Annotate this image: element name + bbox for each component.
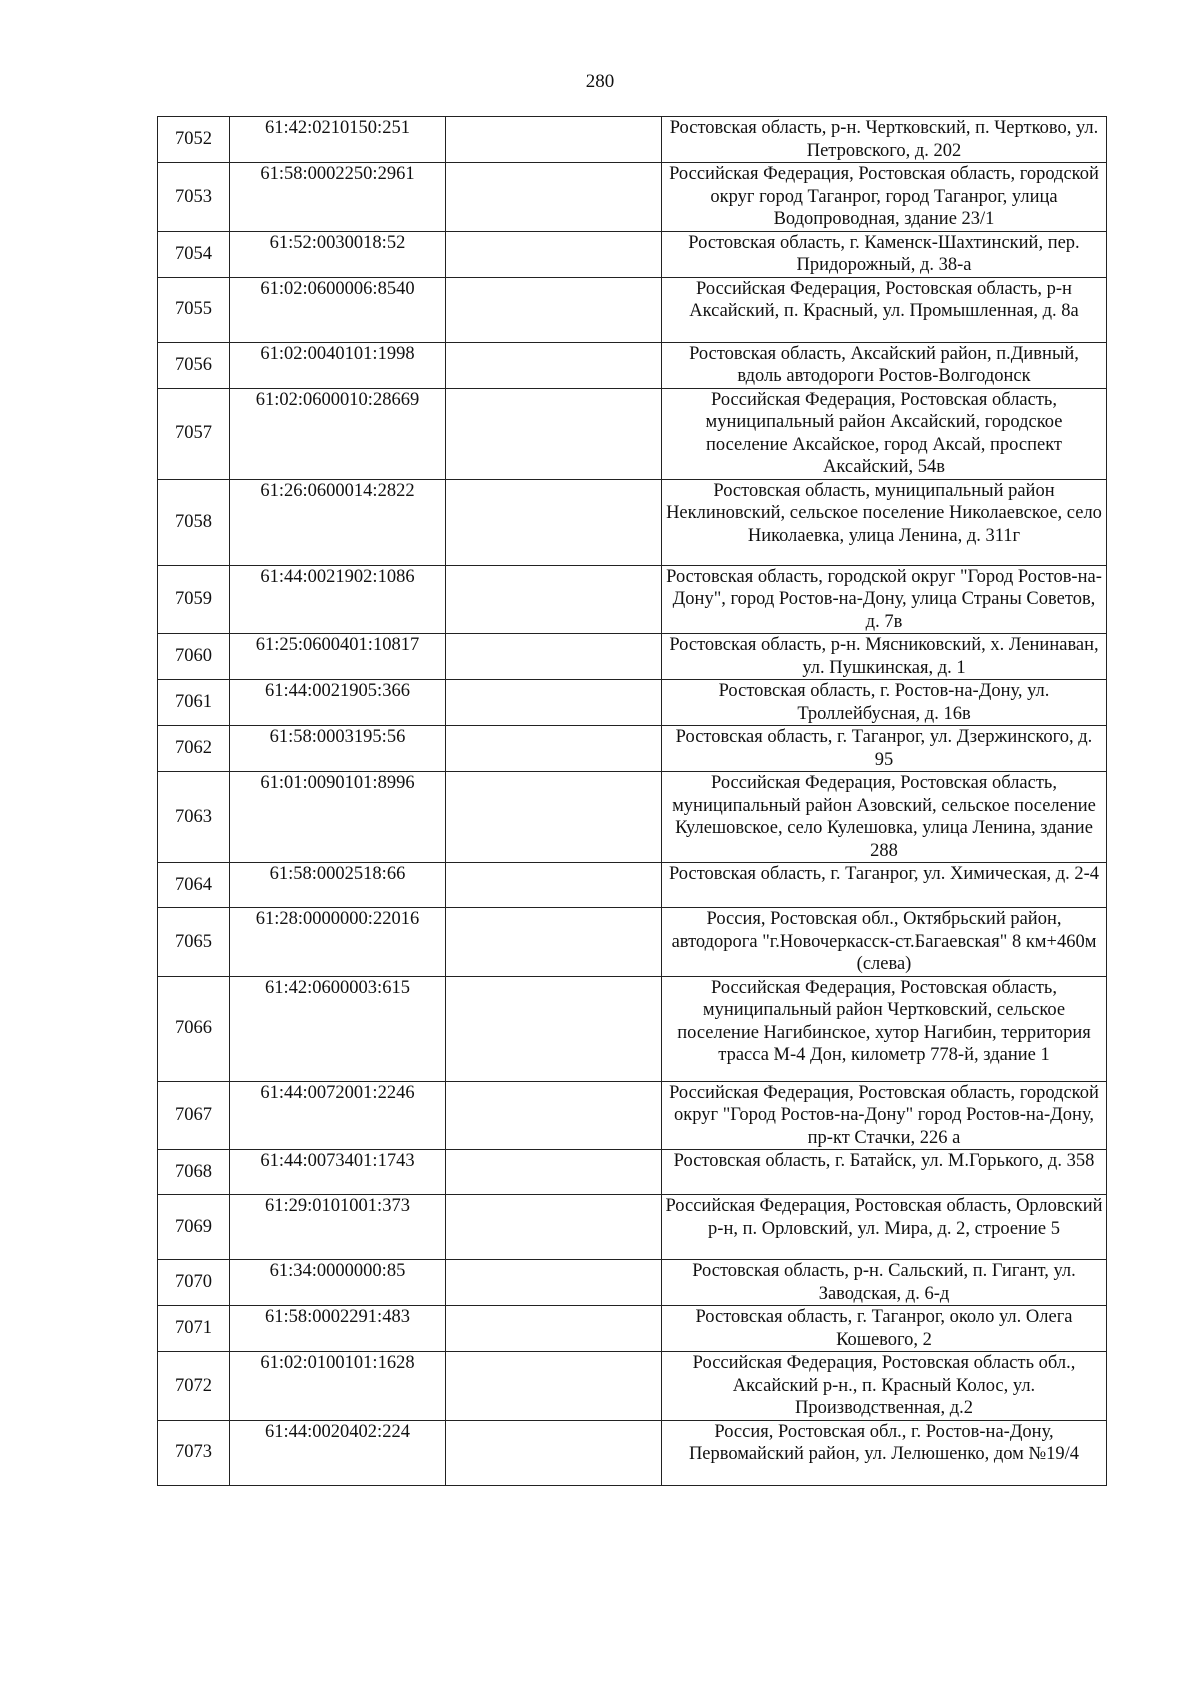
table-row xyxy=(158,479,1107,565)
row-number-cell: 7054 xyxy=(158,231,230,277)
empty-cell xyxy=(446,772,662,863)
address-cell: Российская Федерация, Ростовская область, муниципальный район Аксайский, городское поселение Аксайское, город Аксай, проспект Аксайский, 54в xyxy=(662,388,1107,479)
empty-cell xyxy=(446,1260,662,1306)
address-cell: Ростовская область, г. Таганрог, ул. Химическая, д. 2-4 xyxy=(662,863,1107,908)
empty-cell xyxy=(446,1150,662,1195)
row-number-cell: 7069 xyxy=(158,1195,230,1260)
address-cell: Ростовская область, городской округ "Город Ростов-на-Дону", город Ростов-на-Дону, улица Страны Советов, д. 7в xyxy=(662,565,1107,634)
cadastral-number-cell: 61:42:0210150:251 xyxy=(230,117,446,163)
address-cell: Ростовская область, г. Каменск-Шахтинский, пер. Придорожный, д. 38-а xyxy=(662,231,1107,277)
empty-cell xyxy=(446,163,662,232)
empty-cell xyxy=(446,565,662,634)
empty-cell xyxy=(446,117,662,163)
row-number-cell: 7056 xyxy=(158,342,230,388)
table-row xyxy=(158,1306,1107,1352)
row-number-cell: 7073 xyxy=(158,1420,230,1485)
table-row xyxy=(158,342,1107,388)
empty-cell xyxy=(446,479,662,565)
table-row xyxy=(158,772,1107,863)
cadastral-number-cell: 61:25:0600401:10817 xyxy=(230,634,446,680)
empty-cell xyxy=(446,863,662,908)
address-cell: Российская Федерация, Ростовская область, городской округ "Город Ростов-на-Дону" город Ростов-на-Дону, пр-кт Стачки, 226 а xyxy=(662,1081,1107,1150)
cadastral-number-cell: 61:26:0600014:2822 xyxy=(230,479,446,565)
empty-cell xyxy=(446,231,662,277)
table-row xyxy=(158,680,1107,726)
address-cell: Российская Федерация, Ростовская область обл., Аксайский р-н., п. Красный Колос, ул. Производственная, д.2 xyxy=(662,1352,1107,1421)
address-cell: Ростовская область, г. Ростов-на-Дону, ул. Троллейбусная, д. 16в xyxy=(662,680,1107,726)
row-number-cell: 7066 xyxy=(158,976,230,1081)
table-row xyxy=(158,1352,1107,1421)
cadastral-number-cell: 61:02:0600006:8540 xyxy=(230,277,446,342)
table-row xyxy=(158,163,1107,232)
address-cell: Ростовская область, р-н. Чертковский, п. Чертково, ул. Петровского, д. 202 xyxy=(662,117,1107,163)
row-number-cell: 7068 xyxy=(158,1150,230,1195)
table-row xyxy=(158,726,1107,772)
address-cell: Российская Федерация, Ростовская область, муниципальный район Азовский, сельское поселение Кулешовское, село Кулешовка, улица Ленина, здание 288 xyxy=(662,772,1107,863)
address-cell: Ростовская область, г. Таганрог, ул. Дзержинского, д. 95 xyxy=(662,726,1107,772)
cadastral-number-cell: 61:58:0002518:66 xyxy=(230,863,446,908)
address-cell: Ростовская область, р-н. Мясниковский, х. Ленинаван, ул. Пушкинская, д. 1 xyxy=(662,634,1107,680)
address-cell: Россия, Ростовская обл., Октябрьский район, автодорога "г.Новочеркасск-ст.Багаевская" 8 км+460м (слева) xyxy=(662,908,1107,977)
empty-cell xyxy=(446,726,662,772)
address-cell: Российская Федерация, Ростовская область, муниципальный район Чертковский, сельское поселение Нагибинское, хутор Нагибин, территория трасса М-4 Дон, километр 778-й, здание 1 xyxy=(662,976,1107,1081)
table-row xyxy=(158,388,1107,479)
cadastral-number-cell: 61:58:0002250:2961 xyxy=(230,163,446,232)
cadastral-number-cell: 61:58:0002291:483 xyxy=(230,1306,446,1352)
row-number-cell: 7058 xyxy=(158,479,230,565)
row-number-cell: 7057 xyxy=(158,388,230,479)
empty-cell xyxy=(446,634,662,680)
cadastral-number-cell: 61:44:0020402:224 xyxy=(230,1420,446,1485)
cadastral-number-cell: 61:28:0000000:22016 xyxy=(230,908,446,977)
page-number: 280 xyxy=(585,71,615,92)
empty-cell xyxy=(446,680,662,726)
empty-cell xyxy=(446,908,662,977)
table-row xyxy=(158,1195,1107,1260)
cadastral-number-cell: 61:01:0090101:8996 xyxy=(230,772,446,863)
table-row xyxy=(158,1150,1107,1195)
empty-cell xyxy=(446,277,662,342)
empty-cell xyxy=(446,976,662,1081)
empty-cell xyxy=(446,342,662,388)
row-number-cell: 7059 xyxy=(158,565,230,634)
table-row xyxy=(158,1081,1107,1150)
row-number-cell: 7070 xyxy=(158,1260,230,1306)
address-cell: Россия, Ростовская обл., г. Ростов-на-Дону, Первомайский район, ул. Лелюшенко, дом №19/4 xyxy=(662,1420,1107,1485)
row-number-cell: 7055 xyxy=(158,277,230,342)
cadastral-number-cell: 61:42:0600003:615 xyxy=(230,976,446,1081)
table-row xyxy=(158,1420,1107,1485)
row-number-cell: 7053 xyxy=(158,163,230,232)
empty-cell xyxy=(446,1420,662,1485)
table-row xyxy=(158,634,1107,680)
empty-cell xyxy=(446,1195,662,1260)
cadastral-number-cell: 61:52:0030018:52 xyxy=(230,231,446,277)
row-number-cell: 7064 xyxy=(158,863,230,908)
row-number-cell: 7060 xyxy=(158,634,230,680)
table-row xyxy=(158,117,1107,163)
table-row xyxy=(158,277,1107,342)
cadastral-number-cell: 61:02:0040101:1998 xyxy=(230,342,446,388)
table-row xyxy=(158,863,1107,908)
cadastral-registry-table xyxy=(157,116,1107,1486)
address-cell: Ростовская область, р-н. Сальский, п. Гигант, ул. Заводская, д. 6-д xyxy=(662,1260,1107,1306)
address-cell: Российская Федерация, Ростовская область, городской округ город Таганрог, город Таганрог, улица Водопроводная, здание 23/1 xyxy=(662,163,1107,232)
address-cell: Российская Федерация, Ростовская область, Орловский р-н, п. Орловский, ул. Мира, д. 2, строение 5 xyxy=(662,1195,1107,1260)
cadastral-number-cell: 61:44:0021902:1086 xyxy=(230,565,446,634)
empty-cell xyxy=(446,388,662,479)
cadastral-number-cell: 61:44:0072001:2246 xyxy=(230,1081,446,1150)
row-number-cell: 7061 xyxy=(158,680,230,726)
cadastral-number-cell: 61:44:0021905:366 xyxy=(230,680,446,726)
cadastral-number-cell: 61:44:0073401:1743 xyxy=(230,1150,446,1195)
cadastral-number-cell: 61:02:0600010:28669 xyxy=(230,388,446,479)
empty-cell xyxy=(446,1352,662,1421)
cadastral-number-cell: 61:29:0101001:373 xyxy=(230,1195,446,1260)
row-number-cell: 7065 xyxy=(158,908,230,977)
table-row xyxy=(158,231,1107,277)
empty-cell xyxy=(446,1081,662,1150)
table-row xyxy=(158,908,1107,977)
table-row xyxy=(158,976,1107,1081)
row-number-cell: 7063 xyxy=(158,772,230,863)
address-cell: Ростовская область, муниципальный район Неклиновский, сельское поселение Николаевское, село Николаевка, улица Ленина, д. 311г xyxy=(662,479,1107,565)
registry-table-body xyxy=(158,117,1107,1486)
row-number-cell: 7067 xyxy=(158,1081,230,1150)
address-cell: Ростовская область, г. Таганрог, около ул. Олега Кошевого, 2 xyxy=(662,1306,1107,1352)
row-number-cell: 7072 xyxy=(158,1352,230,1421)
cadastral-number-cell: 61:02:0100101:1628 xyxy=(230,1352,446,1421)
table-row xyxy=(158,1260,1107,1306)
empty-cell xyxy=(446,1306,662,1352)
address-cell: Ростовская область, г. Батайск, ул. М.Горького, д. 358 xyxy=(662,1150,1107,1195)
address-cell: Ростовская область, Аксайский район, п.Дивный, вдоль автодороги Ростов-Волгодонск xyxy=(662,342,1107,388)
row-number-cell: 7071 xyxy=(158,1306,230,1352)
address-cell: Российская Федерация, Ростовская область, р-н Аксайский, п. Красный, ул. Промышленная, д. 8а xyxy=(662,277,1107,342)
row-number-cell: 7062 xyxy=(158,726,230,772)
cadastral-number-cell: 61:58:0003195:56 xyxy=(230,726,446,772)
cadastral-number-cell: 61:34:0000000:85 xyxy=(230,1260,446,1306)
table-row xyxy=(158,565,1107,634)
row-number-cell: 7052 xyxy=(158,117,230,163)
